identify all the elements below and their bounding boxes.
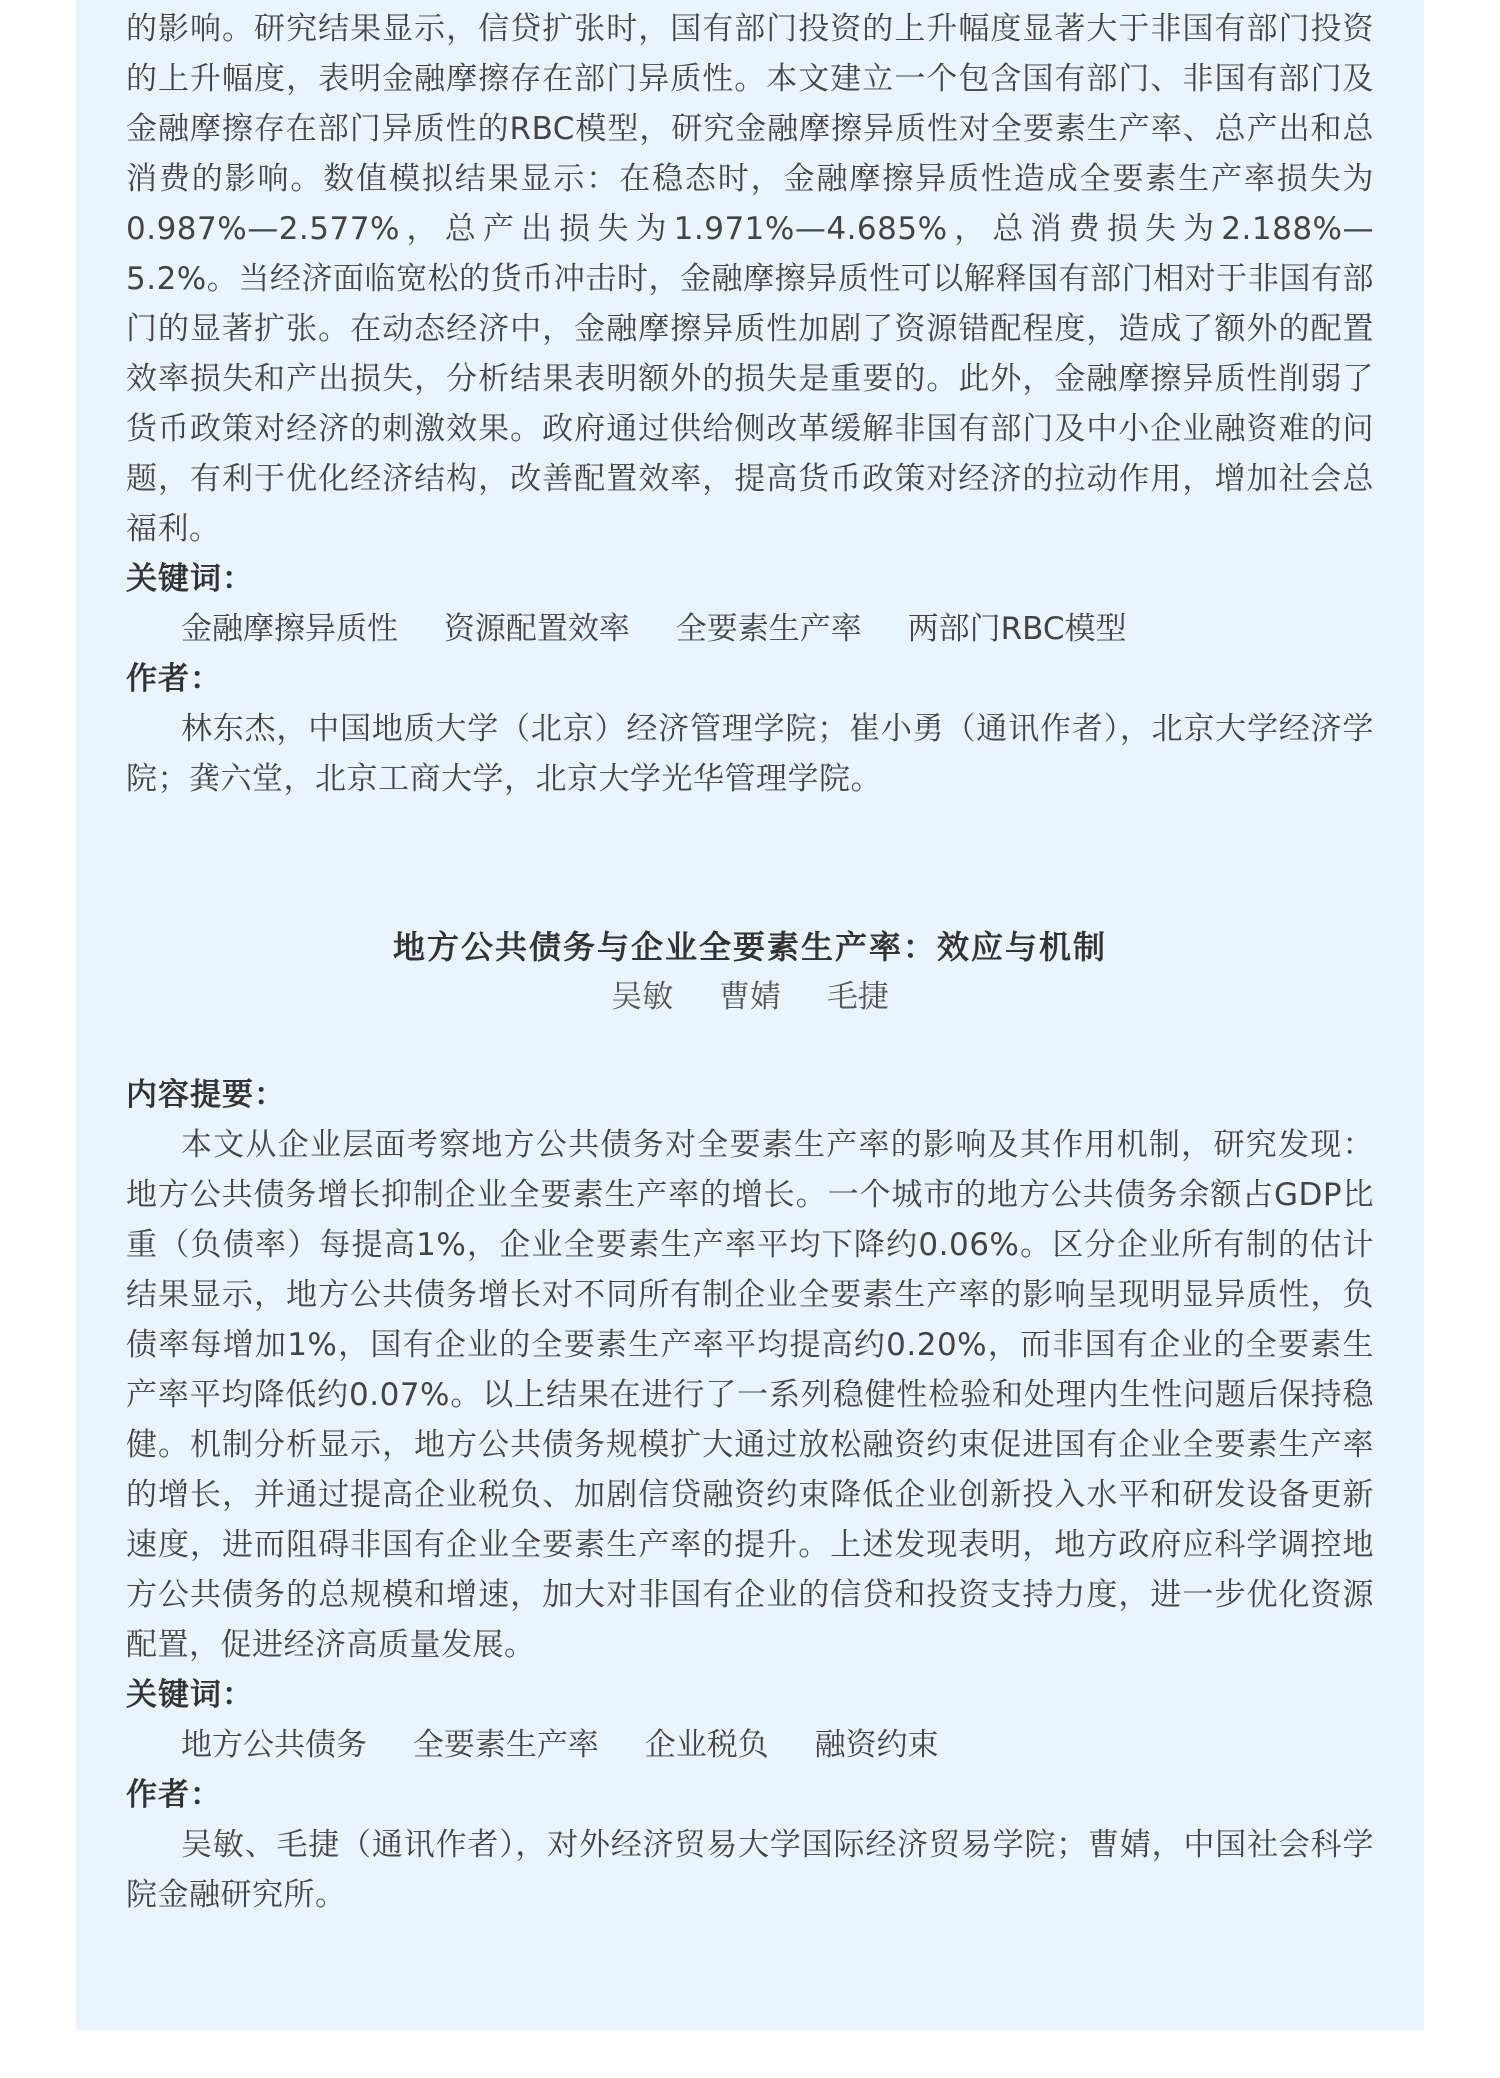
article2-abstract-label: 内容提要： <box>126 1077 286 1113</box>
author-name: 吴敏 <box>611 979 674 1015</box>
article2-abstract: 本文从企业层面考察地方公共债务对全要素生产率的影响及其作用机制，研究发现：地方公共债务增长抑制企业全要素生产率的增长。一个城市的地方公共债务余额占GDP比重（负债率）每提高1%，企业全要素生产率平均下降约0.06%。区分企业所有制的估计结果显示，地方公共债务增长对不同所有制企业全要素生产率的影响呈现明显异质性，负债率每增加1%，国有企业的全要素生产率平均提高约0.20%，而非国有企业的全要素生产率平均降低约0.07%。以上结果在进行了一系列稳健性检验和处理内生性问题后保持稳健。机制分析显示，地方公共债务规模扩大通过放松融资约束促进国有企业全要素生产率的增长，并通过提高企业税负、加剧信贷融资约束降低企业创新投入水平和研发设备更新速度，进而阻碍非国有企业全要素生产率的提升。上述发现表明，地方政府应科学调控地方公共债务的总规模和增速，加大对非国有企业的信贷和投资支持力度，进一步优化资源配置，促进经济高质量发展。 <box>126 1127 1374 1663</box>
article2-keywords <box>126 1720 1374 1770</box>
keyword: 全要素生产率 <box>412 1727 599 1763</box>
article-content <box>126 0 1374 1920</box>
article2-title: 地方公共债务与企业全要素生产率：效应与机制 <box>392 928 1107 966</box>
author-name: 毛捷 <box>826 979 889 1015</box>
keyword: 全要素生产率 <box>675 611 862 647</box>
article2-keywords-label: 关键词： <box>126 1677 254 1713</box>
keyword: 融资约束 <box>814 1727 939 1763</box>
article1-keywords-label: 关键词： <box>126 561 254 597</box>
article1-authors-text: 林东杰，中国地质大学（北京）经济管理学院；崔小勇（通讯作者），北京大学经济学院；龚六堂，北京工商大学，北京大学光华管理学院。 <box>126 711 1374 797</box>
keyword: 企业税负 <box>644 1727 769 1763</box>
article1-authors-label: 作者： <box>126 661 222 697</box>
keyword: 资源配置效率 <box>443 611 630 647</box>
article1-keywords <box>126 604 1374 654</box>
keyword: 金融摩擦异质性 <box>181 611 398 647</box>
article1-abstract-tail: 的影响。研究结果显示，信贷扩张时，国有部门投资的上升幅度显著大于非国有部门投资的上升幅度，表明金融摩擦存在部门异质性。本文建立一个包含国有部门、非国有部门及金融摩擦存在部门异质性的RBC模型，研究金融摩擦异质性对全要素生产率、总产出和总消费的影响。数值模拟结果显示：在稳态时，金融摩擦异质性造成全要素生产率损失为0.987%—2.577%，总产出损失为1.971%—4.685%，总消费损失为2.188%—5.2%。当经济面临宽松的货币冲击时，金融摩擦异质性可以解释国有部门相对于非国有部门的显著扩张。在动态经济中，金融摩擦异质性加剧了资源错配程度，造成了额外的配置效率损失和产出损失，分析结果表明额外的损失是重要的。此外，金融摩擦异质性削弱了货币政策对经济的刺激效果。政府通过供给侧改革缓解非国有部门及中小企业融资难的问题，有利于优化经济结构，改善配置效率，提高货币政策对经济的拉动作用，增加社会总福利。 <box>126 11 1374 547</box>
author-name: 曹婧 <box>719 979 781 1015</box>
keyword: 两部门RBC模型 <box>907 611 1127 647</box>
article2-authors <box>126 972 1374 1022</box>
article2-authors-text: 吴敏、毛捷（通讯作者），对外经济贸易大学国际经济贸易学院；曹婧，中国社会科学院金融研究所。 <box>126 1827 1374 1913</box>
article2-authors-label: 作者： <box>126 1777 222 1813</box>
content-panel <box>76 0 1424 2030</box>
keyword: 地方公共债务 <box>181 1727 367 1763</box>
